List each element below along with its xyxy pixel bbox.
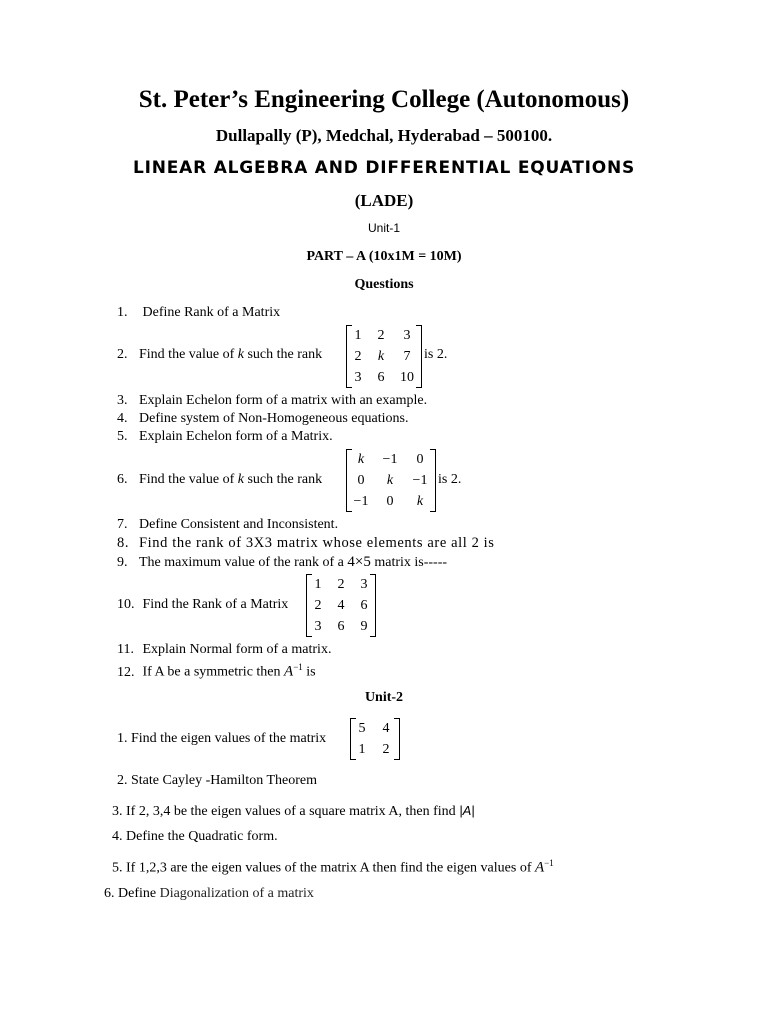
matrix-cell: −1 xyxy=(412,472,428,488)
question-6 xyxy=(117,472,322,488)
matrix-cell: 5 xyxy=(358,720,366,736)
question-number: 10. xyxy=(117,597,135,612)
matrix-cell: k xyxy=(386,472,394,488)
superscript: −1 xyxy=(544,858,554,868)
question-text-cont: such the rank xyxy=(243,472,323,487)
determinant-expression: |A| xyxy=(459,803,475,818)
matrix-cell: 1 xyxy=(358,741,366,757)
matrix-cell: 7 xyxy=(403,348,411,364)
question-number: 3. xyxy=(117,393,128,408)
question-text: Define Rank of a Matrix xyxy=(142,305,281,320)
question-number: 7. xyxy=(117,517,128,532)
matrix-cell: 4 xyxy=(337,597,345,613)
matrix-cell: 4 xyxy=(382,720,390,736)
matrix-cell: 3 xyxy=(314,618,322,634)
matrix-cell: 3 xyxy=(403,327,411,343)
question-12 xyxy=(117,662,316,681)
question-number: 11. xyxy=(117,642,134,657)
question-number: 2. xyxy=(117,347,128,362)
question-2-suffix: is 2. xyxy=(424,347,448,362)
question-text: 1. Find the eigen values of the matrix xyxy=(117,731,327,746)
superscript: −1 xyxy=(293,662,303,672)
matrix-cell: 0 xyxy=(416,451,424,467)
question-text: Explain Echelon form of a Matrix. xyxy=(139,429,333,444)
matrix-cell: 3 xyxy=(360,576,368,592)
matrix-cell: 2 xyxy=(382,741,390,757)
matrix-cell: k xyxy=(377,348,385,364)
question-text-cont: such the rank xyxy=(243,347,323,362)
question-text: 6. Define xyxy=(104,886,160,901)
variable-k: k xyxy=(237,472,244,487)
question-text: 4. Define the Quadratic form. xyxy=(112,829,278,844)
unit2-question-4 xyxy=(112,829,278,845)
matrix-cell: 6 xyxy=(377,369,385,385)
question-number: 1. xyxy=(117,305,128,320)
matrix-cell: k xyxy=(416,493,424,509)
matrix-cell: 2 xyxy=(354,348,362,364)
matrix-cell: 2 xyxy=(337,576,345,592)
question-number: 5. xyxy=(117,429,128,444)
question-6-suffix: is 2. xyxy=(438,472,462,487)
question-text: Explain Echelon form of a matrix with an example. xyxy=(139,393,428,408)
matrix-cell: 6 xyxy=(337,618,345,634)
variable-k: k xyxy=(237,347,244,362)
matrix-cell: −1 xyxy=(382,451,398,467)
matrix-cell: 0 xyxy=(357,472,365,488)
question-5 xyxy=(117,429,333,445)
matrix-cell: 0 xyxy=(386,493,394,509)
matrix-cell: 1 xyxy=(314,576,322,592)
questions-heading: Questions xyxy=(354,277,414,292)
matrix-cell: 9 xyxy=(360,618,368,634)
question-number: 8. xyxy=(117,535,130,551)
matrix-q2 xyxy=(346,325,422,388)
question-text: 5. If 1,2,3 are the eigen values of the matrix A then find the eigen values of xyxy=(112,860,535,876)
course-title: LINEAR ALGEBRA AND DIFFERENTIAL EQUATIONS xyxy=(132,158,636,178)
unit2-question-6 xyxy=(104,886,314,902)
college-title: St. Peter’s Engineering College (Autonomous) xyxy=(138,86,630,113)
part-a-heading: PART – A (10x1M = 10M) xyxy=(306,249,462,264)
question-number: 4. xyxy=(117,411,128,426)
unit2-question-3 xyxy=(112,803,475,820)
matrix-cell: 6 xyxy=(360,597,368,613)
question-text: Find the rank of 3X3 matrix whose elements are all 2 is xyxy=(139,535,495,551)
question-3 xyxy=(117,393,427,409)
unit-1-heading: Unit-1 xyxy=(367,221,400,235)
question-9 xyxy=(117,554,447,571)
matrix-cell: 1 xyxy=(354,327,362,343)
question-number: 6. xyxy=(117,472,128,487)
matrix-cell: 2 xyxy=(314,597,322,613)
question-7 xyxy=(117,517,338,533)
unit2-question-2 xyxy=(117,773,317,789)
question-4 xyxy=(117,411,408,427)
question-number: 9. xyxy=(117,555,128,570)
matrix-dimensions: 4×5 xyxy=(347,554,371,570)
matrix-unit2-q1 xyxy=(350,718,400,760)
question-text: Define Consistent and Inconsistent. xyxy=(139,517,339,532)
question-1 xyxy=(117,305,280,321)
matrix-cell: k xyxy=(357,451,365,467)
matrix-cell: 2 xyxy=(377,327,385,343)
question-text-cont: Diagonalization of a matrix xyxy=(159,886,314,901)
college-address: Dullapally (P), Medchal, Hyderabad – 500100. xyxy=(215,126,553,145)
unit-2-heading: Unit-2 xyxy=(364,690,404,705)
question-2 xyxy=(117,347,322,363)
matrix-cell: 10 xyxy=(400,369,414,385)
question-text: Find the value of xyxy=(139,472,238,487)
matrix-symbol: A xyxy=(534,859,545,876)
question-text: Find the value of xyxy=(139,347,238,362)
matrix-cell: 3 xyxy=(354,369,362,385)
question-text: Find the Rank of a Matrix xyxy=(142,597,289,612)
unit2-question-5 xyxy=(112,858,554,877)
question-text: Define system of Non-Homogeneous equations. xyxy=(139,411,409,426)
unit2-question-1 xyxy=(117,731,326,747)
question-text: If A be a symmetric then xyxy=(142,664,285,680)
question-number: 12. xyxy=(117,664,135,680)
matrix-q10 xyxy=(306,574,376,637)
matrix-symbol: A xyxy=(284,663,294,680)
question-text-cont: is xyxy=(302,664,316,680)
question-text: The maximum value of the rank of a xyxy=(139,555,348,570)
matrix-q6 xyxy=(346,449,436,512)
question-text: 2. State Cayley -Hamilton Theorem xyxy=(117,773,317,788)
question-8 xyxy=(117,535,495,552)
matrix-cell: −1 xyxy=(353,493,369,509)
question-11 xyxy=(117,642,331,658)
question-text: Explain Normal form of a matrix. xyxy=(142,642,332,657)
question-text-cont: matrix is----- xyxy=(370,555,448,570)
question-text: 3. If 2, 3,4 be the eigen values of a square matrix A, then find xyxy=(112,804,460,819)
course-abbreviation: (LADE) xyxy=(354,191,414,210)
question-10 xyxy=(117,597,288,613)
